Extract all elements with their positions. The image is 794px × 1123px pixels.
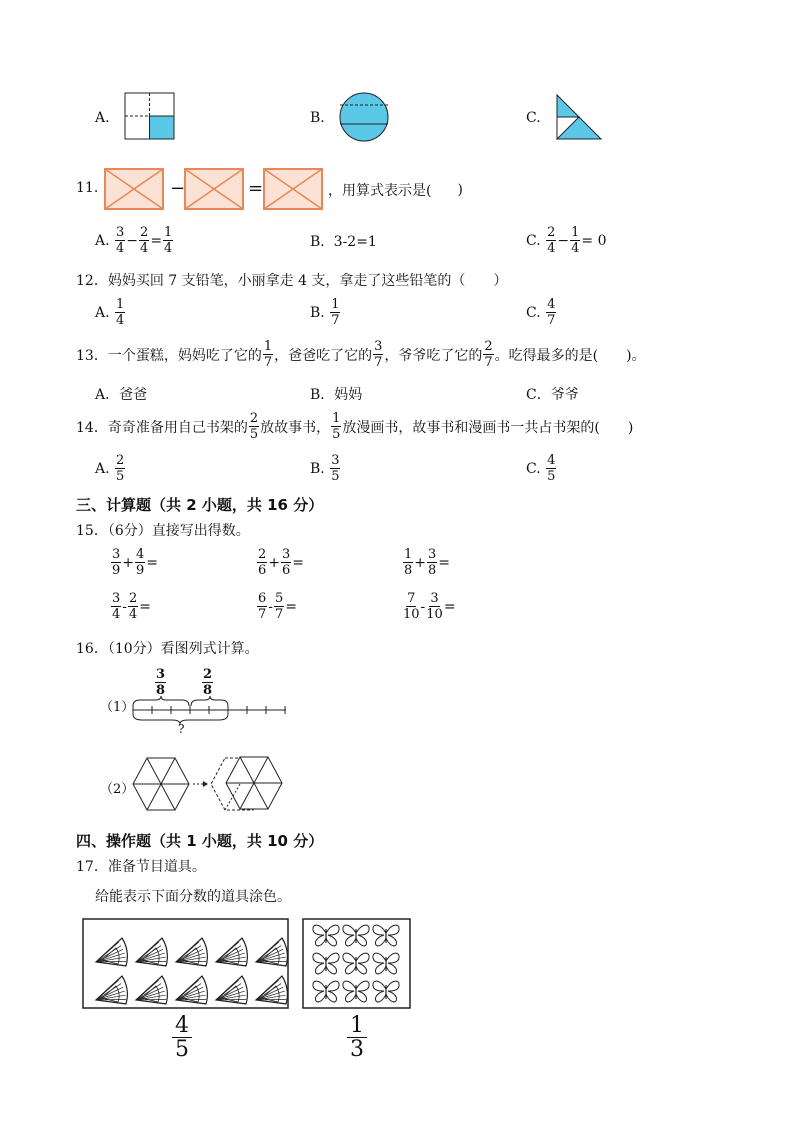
q10-circle-figure [338,92,390,142]
option-label: C. [526,232,541,249]
q14-option-c[interactable]: C. $\frac{4}{5}$ [526,453,556,484]
q11-question-text: ，用算式表示是( ) [328,182,463,199]
question-mark: ? [178,722,185,736]
q11-option-b[interactable]: B. 3-2=1 [310,234,377,250]
q15-title: 15．（6分）直接写出得数。 [76,523,250,539]
q14-option-a[interactable]: A. $\frac{2}{5}$ [95,453,125,484]
q15-calc-item[interactable]: $\frac{3}{9}$ + $\frac{4}{9}$ = [112,547,159,578]
q16-title: 16．（10分）看图列式计算。 [76,641,259,657]
envelope-figure-1 [104,168,164,210]
option-label: A. [95,232,110,249]
envelope-figure-2 [184,168,244,210]
q14-question-text: 14．奇奇准备用自己书架的 $\frac{2}{5}$ 放故事书， $\frac{1}{5}$ 放漫画书，故事书和漫画书一共占书架的( ) [76,411,634,442]
q12-option-a[interactable]: A. $\frac{1}{4}$ [95,297,125,328]
brace-label-2: $\frac{2}{8}$ [203,667,213,698]
q12-option-b[interactable]: B. $\frac{1}{7}$ [310,297,340,328]
q11-number: 11. [76,180,99,196]
q12-option-c[interactable]: C. $\frac{4}{7}$ [526,297,556,328]
brace-label-1: $\frac{3}{8}$ [156,667,166,698]
q17-instruction: 给能表示下面分数的道具涂色。 [95,889,291,905]
option-label: B. [310,234,325,250]
butterflies-fraction: $\frac{1}{3}$ [347,1014,367,1061]
number-line-diagram [130,694,290,724]
q10-option-b[interactable] [310,110,325,126]
fans-fraction: $\frac{4}{5}$ [172,1014,192,1061]
q12-question-text: 12．妈妈买回 7 支铅笔，小丽拿走 4 支，拿走了这些铅笔的（ ） [76,273,508,289]
option-label: B. [310,110,325,126]
option-label: C. [526,110,541,126]
hexagon-diagram [130,754,290,816]
q15-calc-item[interactable]: $\frac{2}{6}$ + $\frac{3}{6}$ = [258,547,305,578]
option-label: A. [95,110,110,126]
equals-sign: = [248,178,264,199]
q10-option-c[interactable] [526,110,541,126]
q11-option-c[interactable]: C. $\frac{2}{4}$ − $\frac{1}{4}$ = 0 [526,225,607,256]
q15-calc-item[interactable]: $\frac{1}{8}$ + $\frac{3}{8}$ = [404,547,451,578]
q17-title: 17．准备节目道具。 [76,859,206,875]
butterflies-box [302,918,412,1010]
minus-sign: − [170,178,186,199]
fans-box [82,918,290,1010]
q13-question-text: 13．一个蛋糕，妈妈吃了它的 $\frac{1}{7}$ ，爸爸吃了它的 $\frac{3}{7}$ ，爷爷吃了它的 $\frac{2}{7}$ 。吃得最多的是( )。 [76,339,646,370]
section-heading-calculation: 三、计算题（共 2 小题，共 16 分） [76,496,324,514]
q10-square-figure [124,92,176,140]
q13-option-c[interactable]: C．爷爷 [526,387,579,403]
q15-calc-item[interactable]: $\frac{3}{4}$ - $\frac{2}{4}$ = [112,591,152,622]
section-heading-operation: 四、操作题（共 1 小题，共 10 分） [76,832,324,850]
envelope-figure-3 [263,168,323,210]
q15-calc-item[interactable]: $\frac{7}{10}$ - $\frac{3}{10}$ = [403,591,456,622]
q13-option-a[interactable]: A．爸爸 [95,387,148,403]
q10-option-a[interactable] [95,110,110,126]
q16-part2-label: （2） [100,782,135,797]
q14-option-b[interactable]: B. $\frac{3}{5}$ [310,453,340,484]
q10-triangle-figure [555,93,603,141]
q11-option-a[interactable]: A. $\frac{3}{4}$ − $\frac{2}{4}$ = $\frac{1}{4}$ [95,225,173,256]
q16-part1-label: （1） [100,700,135,715]
q15-calc-item[interactable]: $\frac{6}{7}$ - $\frac{5}{7}$ = [258,591,298,622]
q13-option-b[interactable]: B．妈妈 [310,387,363,403]
